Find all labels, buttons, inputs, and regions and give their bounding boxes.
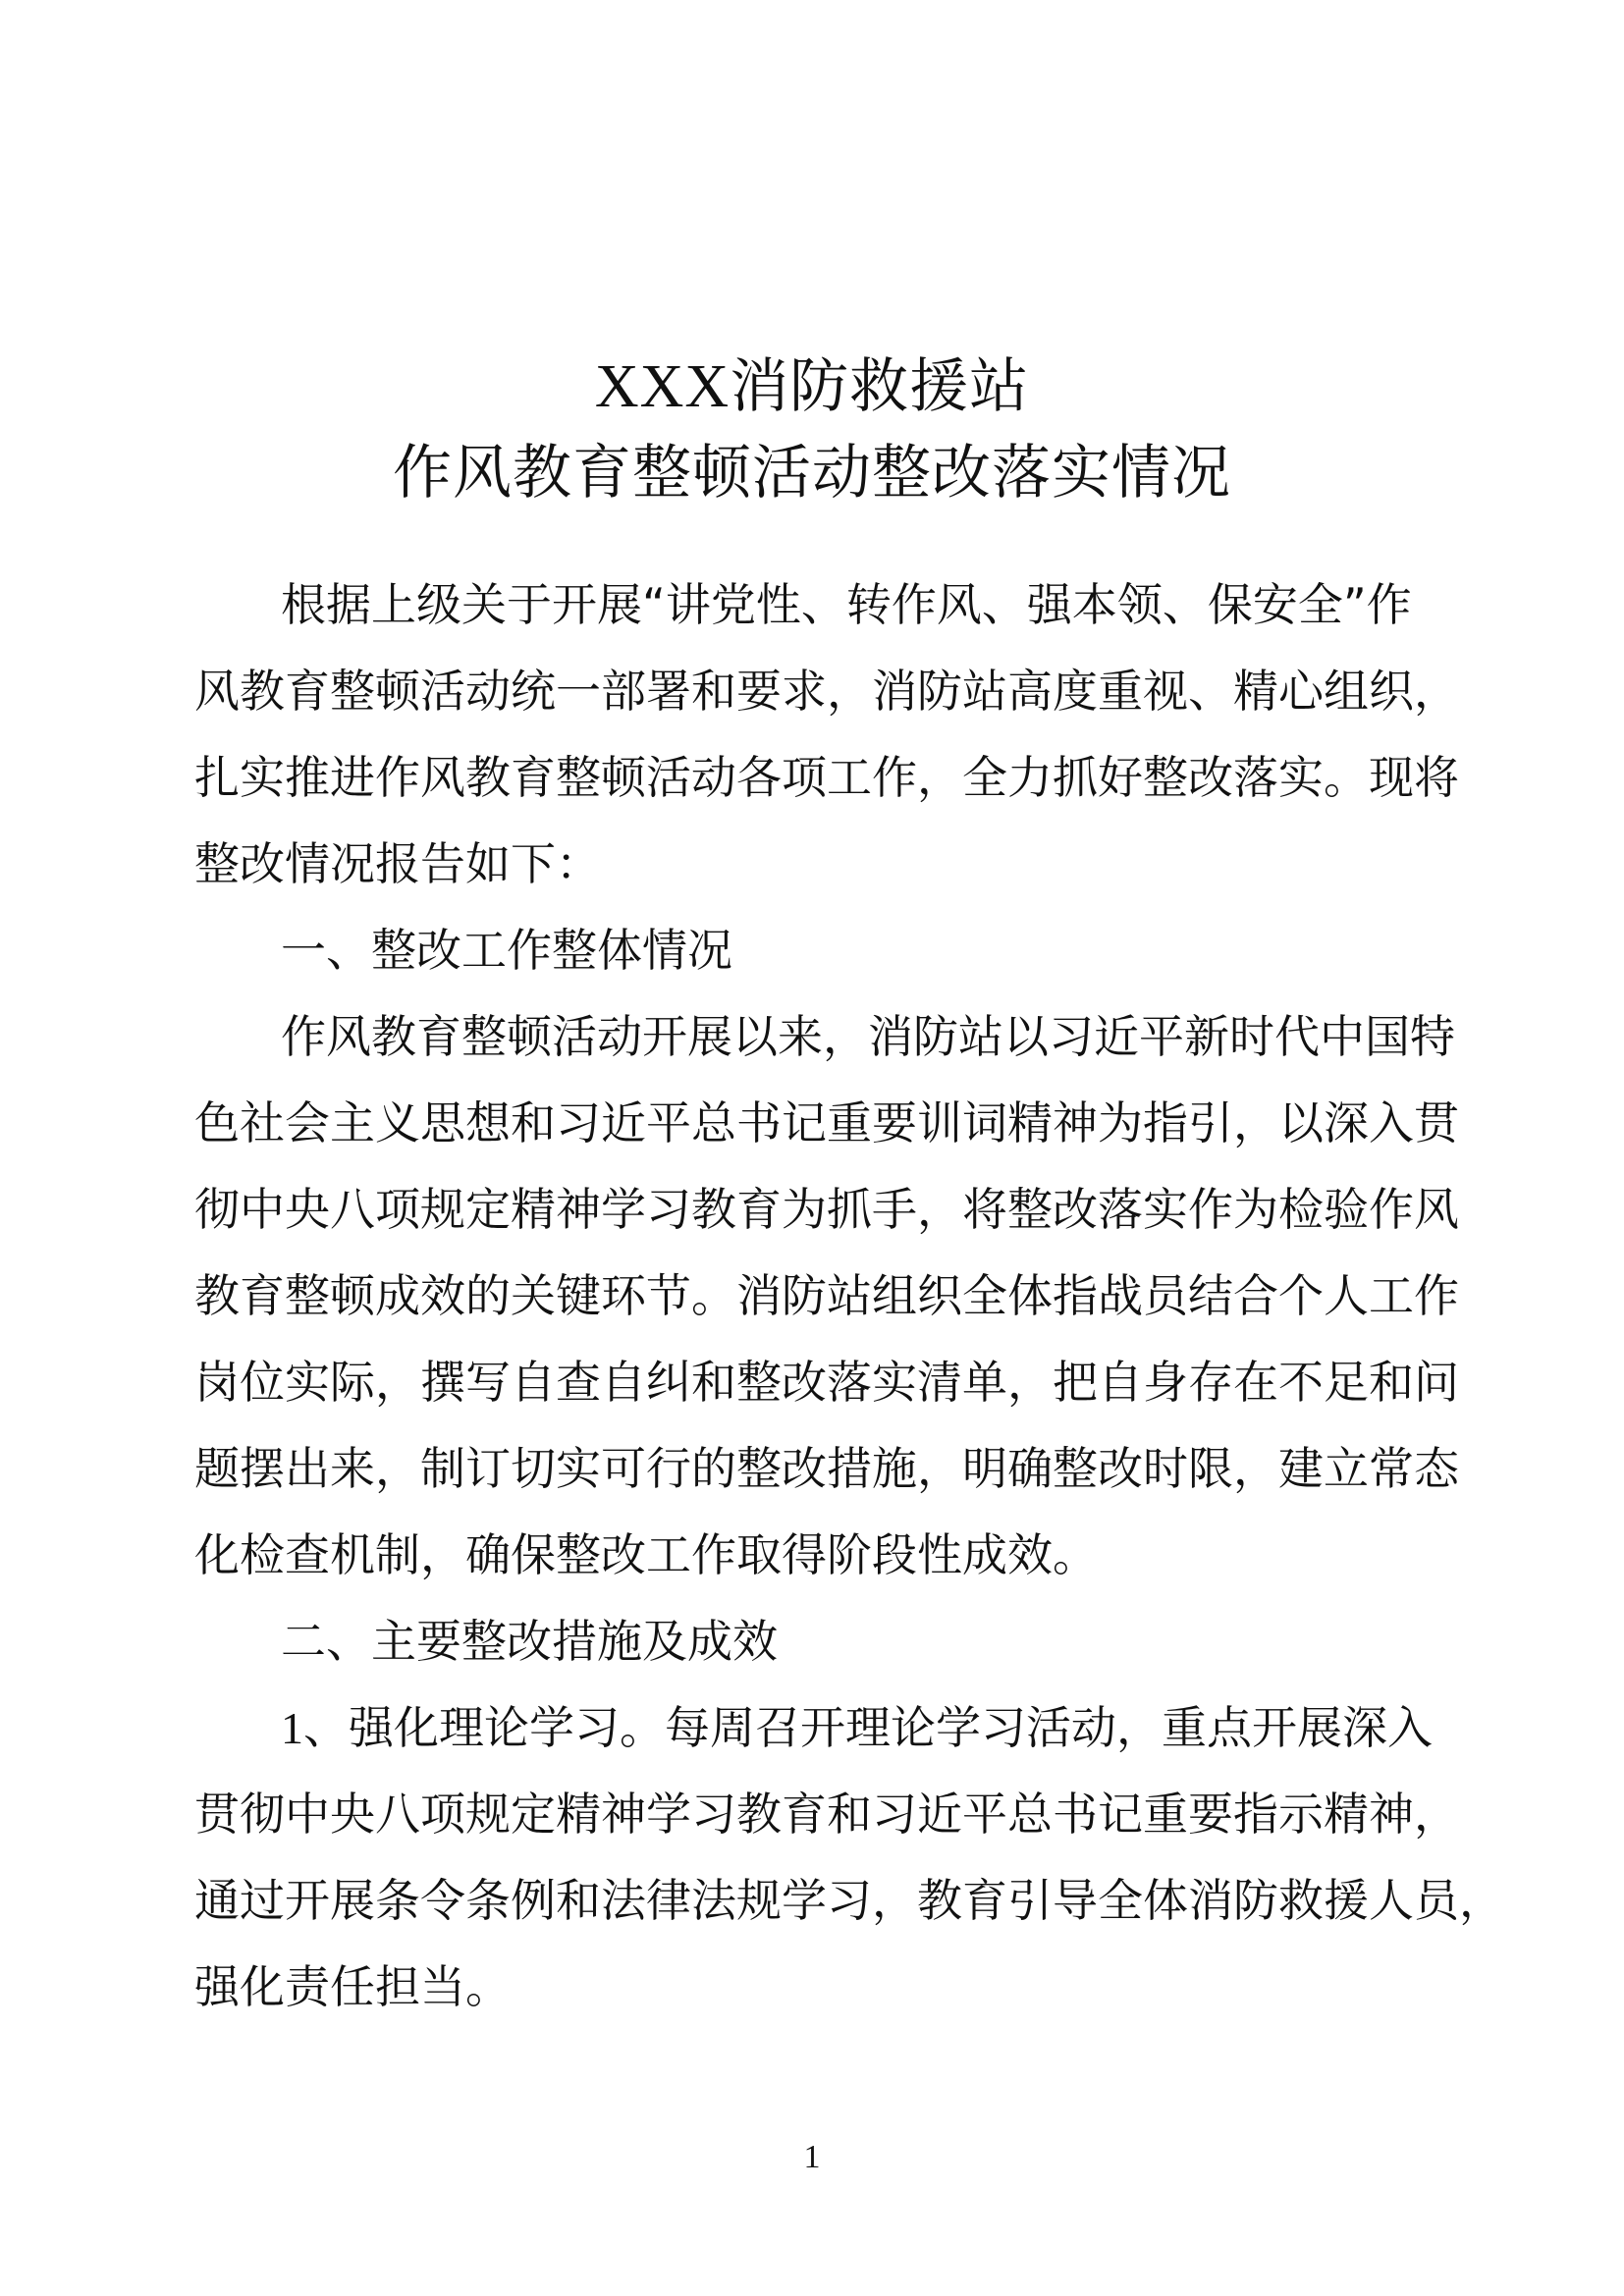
page-number: 1 — [803, 2139, 821, 2175]
title-line-1 — [0, 344, 1624, 430]
paragraph-2-line: 岗位实际，撰写自查自纠和整改落实清单，把自身存在不足和问 — [194, 1356, 1459, 1409]
paragraph-1-line: 根据上级关于开展“讲党性、转作风、强本领、保安全”作 — [281, 578, 1412, 631]
title-line-2: 作风教育整顿活动整改落实情况 — [393, 439, 1231, 507]
paragraph-1-line: 扎实推进作风教育整顿活动各项工作，全力抓好整改落实。现将 — [194, 751, 1459, 804]
paragraph-2-line: 彻中央八项规定精神学习教育为抓手，将整改落实作为检验作风 — [194, 1183, 1459, 1236]
document-body — [194, 561, 1504, 2030]
document-title — [0, 344, 1624, 516]
section-heading-2: 二、主要整改措施及成效 — [281, 1615, 778, 1668]
title-org-name: 消防救援站 — [730, 352, 1030, 421]
paragraph-2-line: 教育整顿成效的关键环节。消防站组织全体指战员结合个人工作 — [194, 1269, 1459, 1322]
title-org-code: XXX — [594, 353, 731, 420]
paragraph-2-line: 色社会主义思想和习近平总书记重要训词精神为指引，以深入贯 — [194, 1096, 1459, 1149]
paragraph-2-line: 化检查机制，确保整改工作取得阶段性成效。 — [194, 1528, 1098, 1581]
item-number: 1 — [281, 1703, 303, 1753]
paragraph-2-line: 作风教育整顿活动开展以来，消防站以习近平新时代中国特 — [281, 1010, 1455, 1063]
paragraph-2-line: 题摆出来，制订切实可行的整改措施，明确整改时限，建立常态 — [194, 1442, 1459, 1495]
paragraph-3-line: 强化责任担当。 — [194, 1960, 511, 2013]
paragraph-3-line — [194, 1684, 1434, 1771]
paragraph-1-line: 整改情况报告如下： — [194, 837, 601, 890]
section-heading-1: 一、整改工作整体情况 — [281, 924, 732, 977]
paragraph-1-line: 风教育整顿活动统一部署和要求，消防站高度重视、精心组织， — [194, 665, 1459, 718]
paragraph-3-line: 贯彻中央八项规定精神学习教育和习近平总书记重要指示精神， — [194, 1788, 1459, 1841]
paragraph-3-line: 通过开展条令条例和法律法规学习，教育引导全体消防救援人员， — [194, 1874, 1504, 1927]
paragraph-3-text: 、强化理论学习。每周召开理论学习活动，重点开展深入 — [303, 1701, 1433, 1754]
